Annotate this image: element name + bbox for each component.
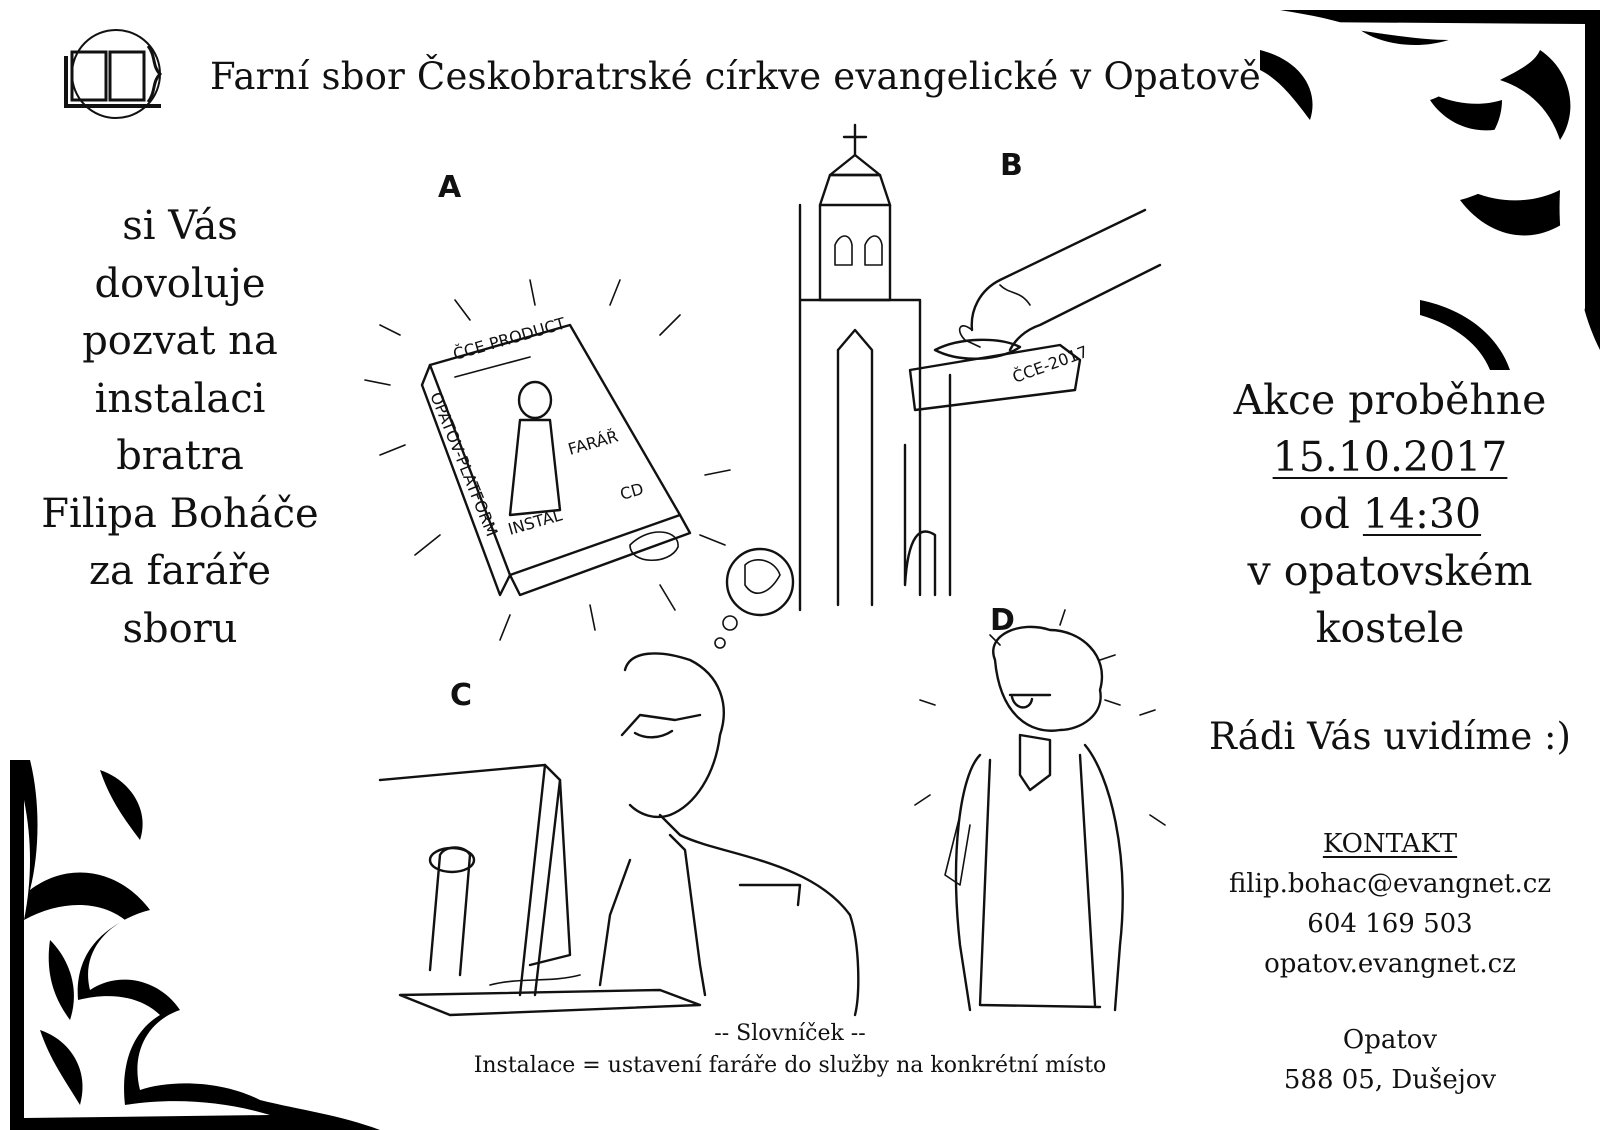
- invitation-line: si Vás: [122, 203, 238, 249]
- corner-ornament-bottom-left: [10, 760, 380, 1130]
- contact-email: filip.bohac@evangnet.cz: [1228, 869, 1552, 899]
- box-text: ČCE PRODUCT: [450, 313, 568, 364]
- box-text: INSTAL: [505, 505, 565, 539]
- address-line: 588 05, Dušejov: [1283, 1065, 1497, 1095]
- event-time-prefix: od: [1298, 490, 1350, 538]
- box-text: CD: [617, 479, 646, 504]
- box-text: FARÁŘ: [565, 426, 621, 459]
- invitation-line: dovoluje: [94, 260, 266, 307]
- contact-block: [1200, 824, 1580, 1100]
- panel-label-a: A: [438, 170, 462, 205]
- event-place-line: kostele: [1315, 604, 1465, 652]
- contact-title: KONTAKT: [1322, 829, 1458, 859]
- page-title: Farní sbor Českobratrské církve evangelické v Opatově: [210, 55, 1261, 98]
- glossary: [430, 1018, 1150, 1082]
- glossary-definition: Instalace = ustavení faráře do služby na konkrétní místo: [473, 1053, 1107, 1078]
- event-line: Akce proběhne: [1233, 376, 1547, 424]
- box-text: OPATOV-PLATFORM: [426, 389, 502, 540]
- panel-label-b: B: [1000, 148, 1023, 183]
- church-book-logo-icon: [56, 26, 176, 122]
- glossary-title: -- Slovníček --: [714, 1021, 866, 1046]
- invitation-line: bratra: [116, 433, 244, 479]
- invitation-line: instalaci: [94, 375, 266, 422]
- card-text: ČCE-2017: [1009, 341, 1091, 387]
- event-time: 14:30: [1362, 490, 1482, 538]
- event-place-line: v opatovském: [1247, 547, 1533, 595]
- comic-illustration: [360, 115, 1200, 1025]
- invitation-line: pozvat na: [82, 318, 278, 364]
- event-date: 15.10.2017: [1272, 433, 1508, 481]
- event-info: [1180, 372, 1600, 657]
- panel-label-c: C: [450, 678, 473, 713]
- card-payment-drawing: [910, 210, 1160, 410]
- greeting: Rádi Vás uvidíme :): [1209, 715, 1571, 758]
- contact-web: opatov.evangnet.cz: [1264, 949, 1516, 979]
- address-line: Opatov: [1342, 1025, 1438, 1055]
- invitation-line: Filipa Boháče: [41, 490, 319, 537]
- invitation-line: za faráře: [88, 548, 272, 594]
- thought-bubble: [715, 549, 793, 648]
- invitation-text: [30, 198, 330, 658]
- pastor-drawing: [915, 610, 1165, 1010]
- contact-phone: 604 169 503: [1307, 909, 1473, 939]
- software-box-drawing: [365, 280, 730, 640]
- corner-ornament-top-right: [1240, 10, 1600, 370]
- invitation-line: sboru: [122, 605, 238, 652]
- panel-label-d: D: [990, 603, 1015, 638]
